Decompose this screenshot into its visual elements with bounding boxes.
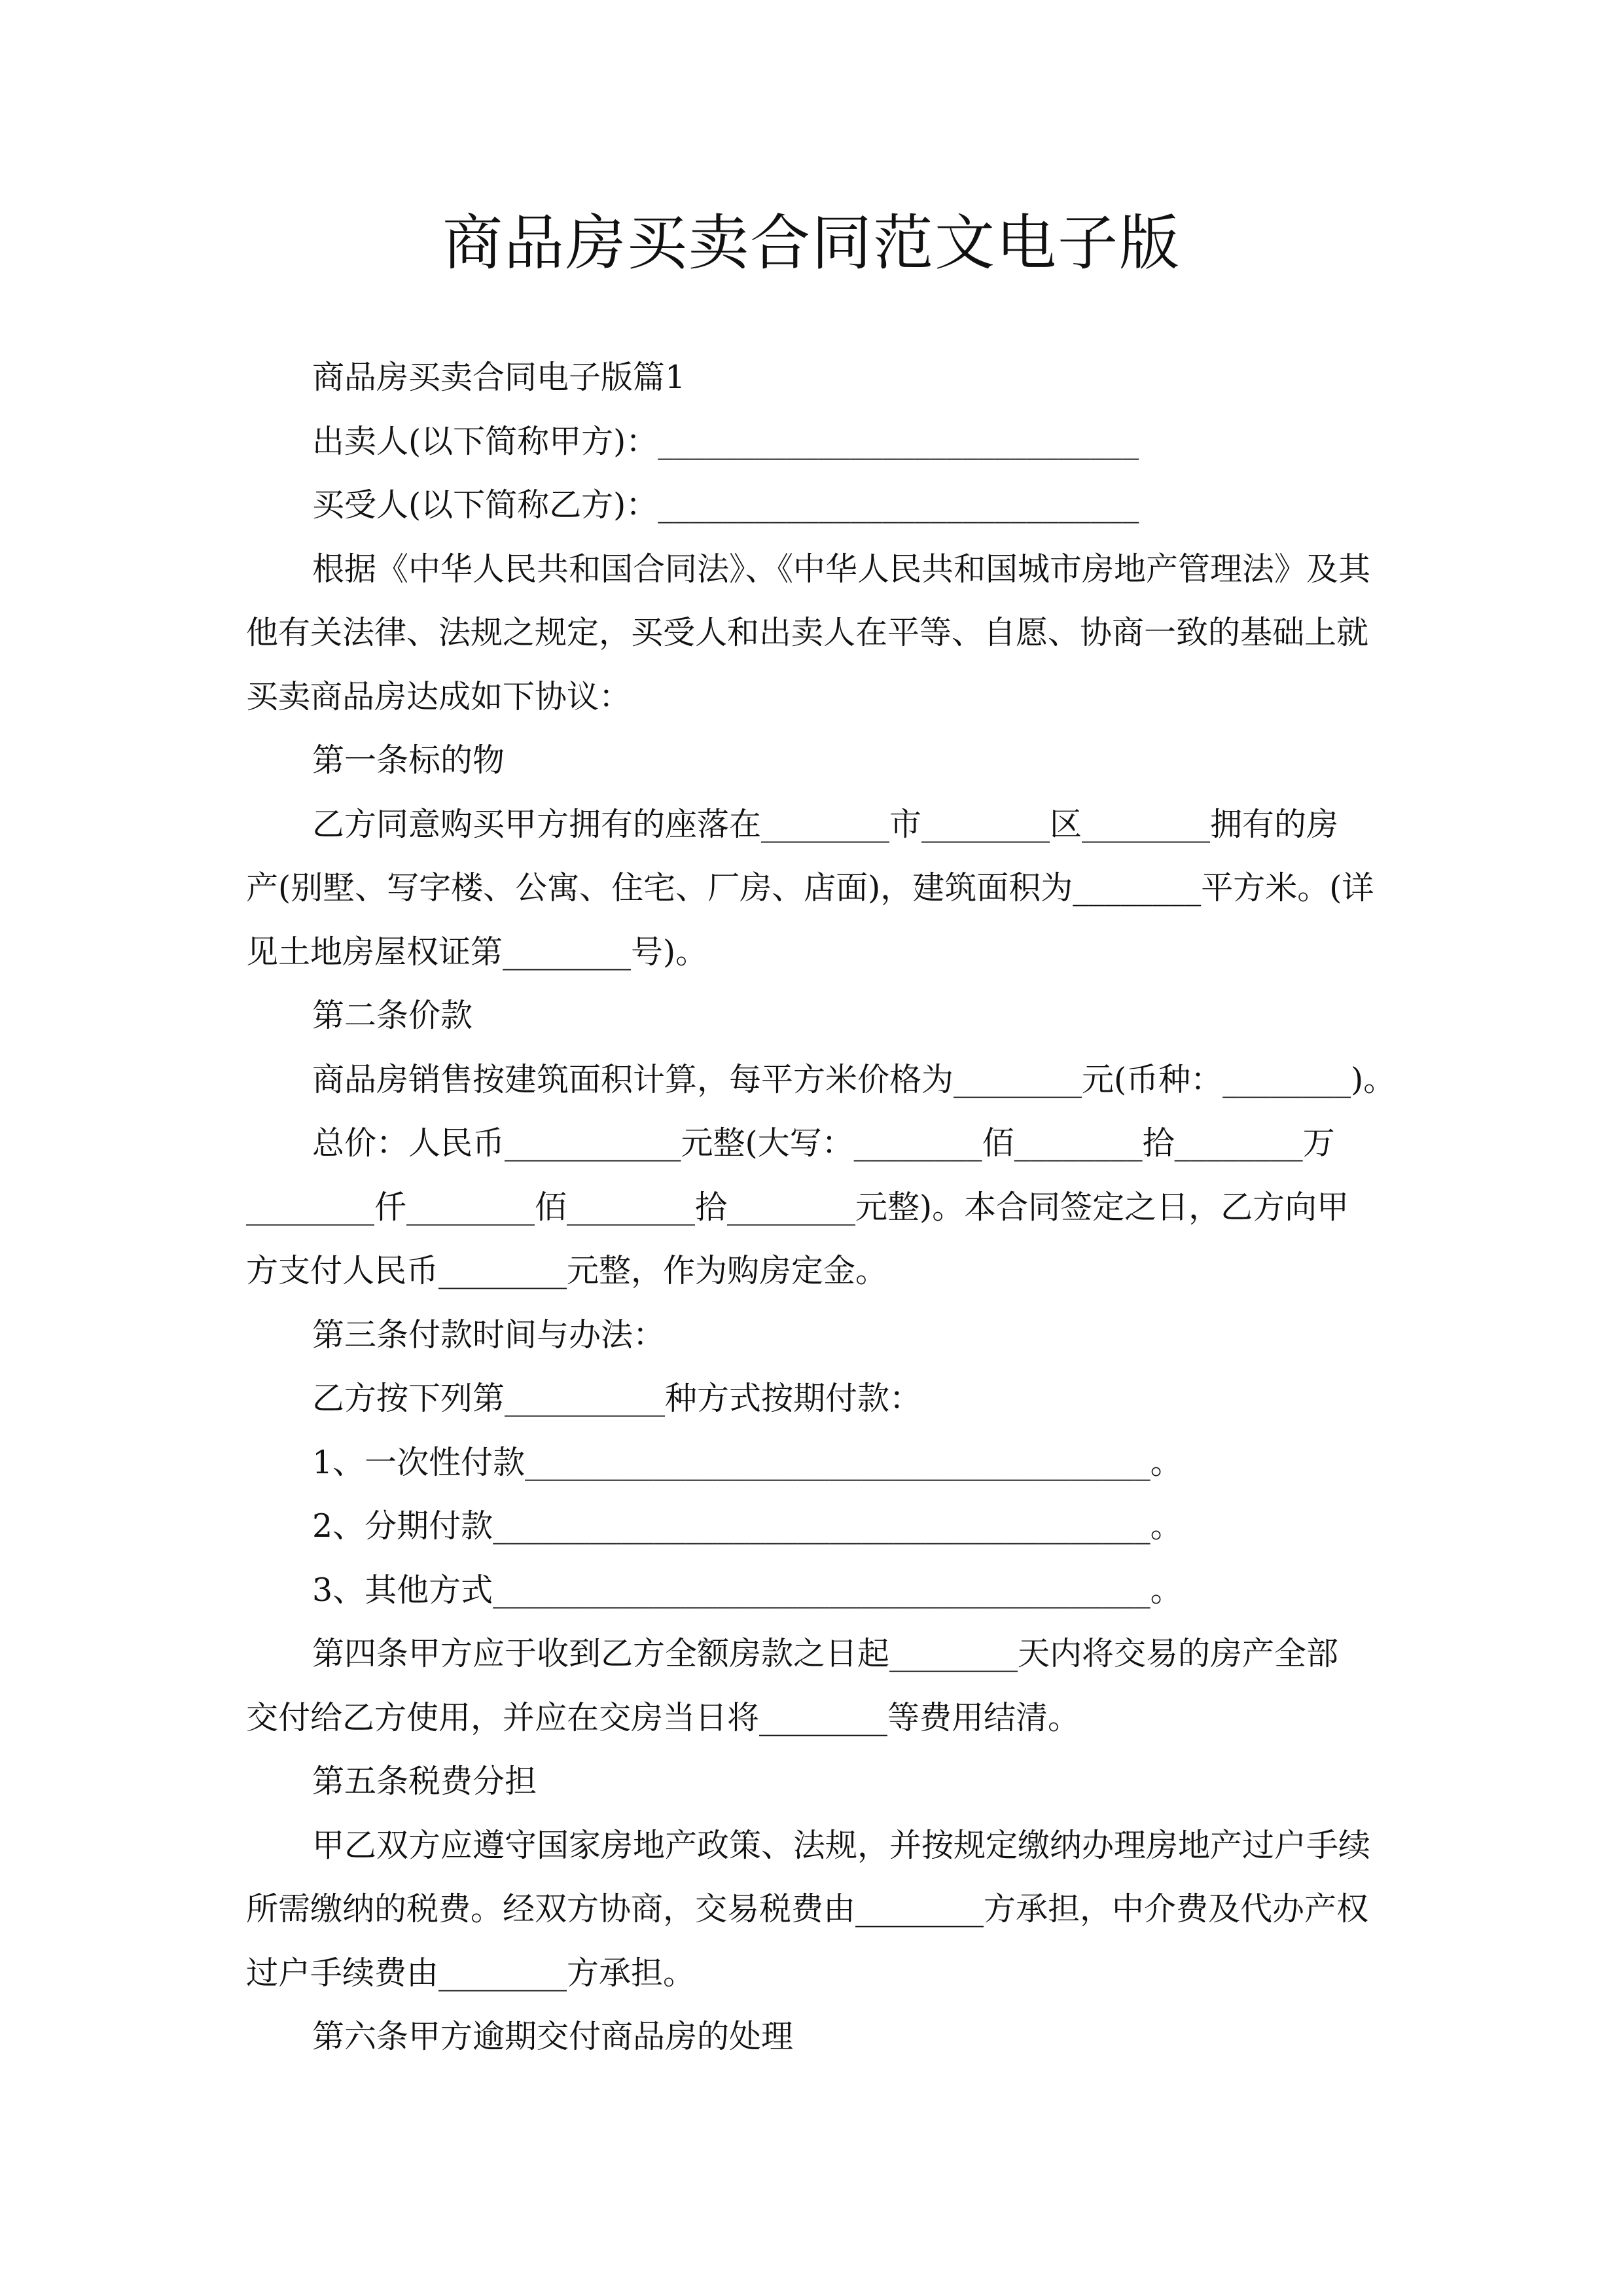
text-line: 3、其他方式_________________________________________。 bbox=[312, 1571, 1183, 1609]
text-line: 买卖商品房达成如下协议： bbox=[246, 677, 632, 715]
text-line: 出卖人(以下简称甲方)：______________________________ bbox=[312, 422, 1139, 460]
text-line: 第五条税费分担 bbox=[312, 1763, 537, 1800]
text-line: 1、一次性付款_______________________________________。 bbox=[312, 1443, 1183, 1481]
document-body bbox=[246, 346, 1398, 2069]
text-line: 第三条付款时间与办法： bbox=[312, 1316, 666, 1354]
text-line: 乙方同意购买甲方拥有的座落在________市________区________拥有的房 bbox=[312, 805, 1339, 843]
text-line: 商品房买卖合同电子版篇1 bbox=[312, 359, 686, 396]
text-line: 甲乙双方应遵守国家房地产政策、法规，并按规定缴纳办理房地产过户手续 bbox=[312, 1826, 1371, 1864]
text-line: 交付给乙方使用，并应在交房当日将________等费用结清。 bbox=[246, 1698, 1080, 1736]
text-line: 乙方按下列第__________种方式按期付款： bbox=[312, 1380, 922, 1417]
text-line: 产(别墅、写字楼、公寓、住宅、厂房、店面)，建筑面积为________平方米。(详 bbox=[246, 869, 1374, 906]
text-line: 第二条价款 bbox=[312, 997, 473, 1034]
text-line: 第六条甲方逾期交付商品房的处理 bbox=[312, 2018, 794, 2055]
text-line: ________仟________佰________拾________元整)。本合同签定之日，乙方向甲 bbox=[246, 1188, 1349, 1226]
text-line: 买受人(以下简称乙方)：______________________________ bbox=[312, 486, 1139, 524]
text-line: 商品房销售按建筑面积计算，每平方米价格为________元(币种：________)。 bbox=[312, 1060, 1396, 1098]
text-line: 2、分期付款_________________________________________。 bbox=[312, 1507, 1183, 1545]
text-line: 第一条标的物 bbox=[312, 742, 505, 779]
text-line: 见土地房屋权证第________号)。 bbox=[246, 933, 708, 971]
text-line: 总价：人民币___________元整(大写：________佰________拾________万 bbox=[312, 1124, 1335, 1162]
text-line: 方支付人民币________元整，作为购房定金。 bbox=[246, 1252, 888, 1289]
text-line: 过户手续费由________方承担。 bbox=[246, 1954, 696, 1992]
document-title: 商品房买卖合同范文电子版 bbox=[442, 208, 1181, 278]
text-line: 所需缴纳的税费。经双方协商，交易税费由________方承担，中介费及代办产权 bbox=[246, 1890, 1369, 1928]
text-line: 他有关法律、法规之规定，买受人和出卖人在平等、自愿、协商一致的基础上就 bbox=[246, 614, 1369, 651]
text-line: 第四条甲方应于收到乙方全额房款之日起________天内将交易的房产全部 bbox=[312, 1635, 1339, 1672]
text-line: 根据《中华人民共和国合同法》、《中华人民共和国城市房地产管理法》及其 bbox=[312, 550, 1371, 588]
